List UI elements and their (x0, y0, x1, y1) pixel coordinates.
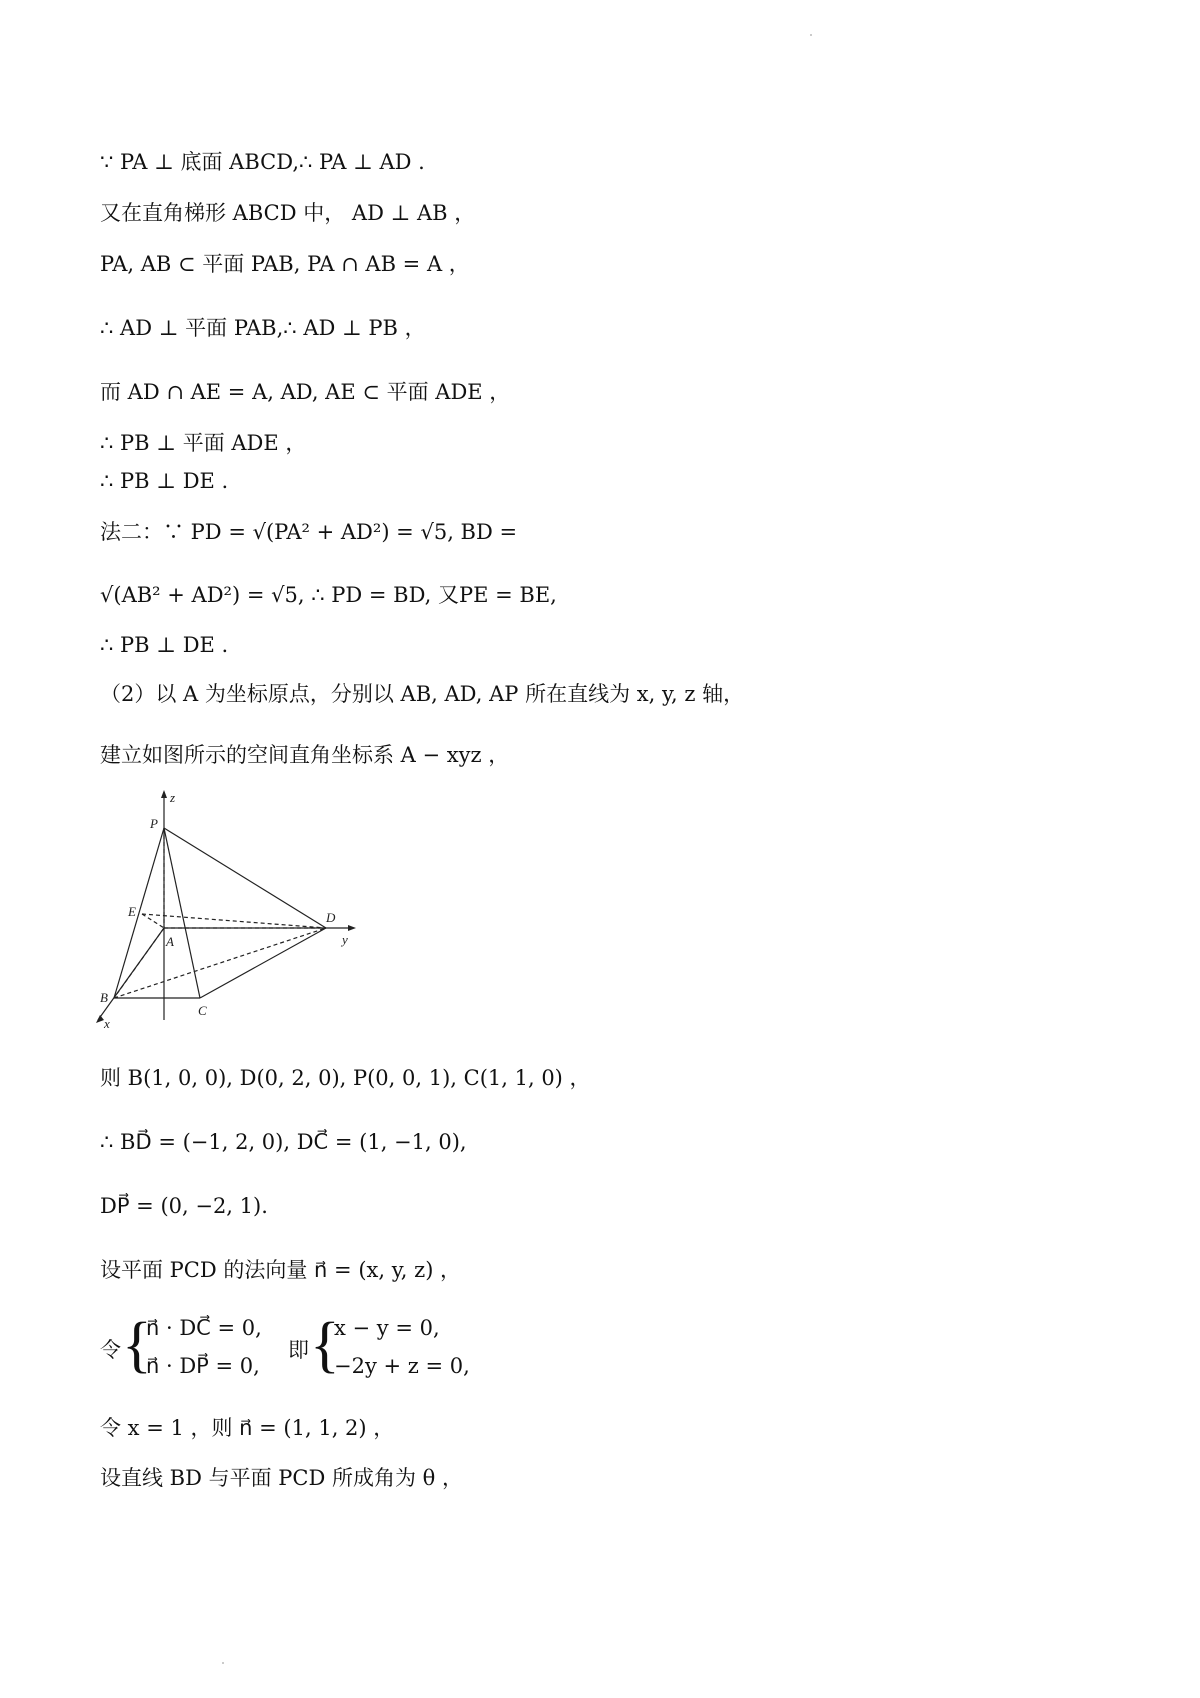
line-3: PA, AB ⊂ 平面 PAB, PA ∩ AB = A ， (100, 252, 470, 276)
line-11: （2）以 A 为坐标原点，分别以 AB, AD, AP 所在直线为 x, y, z 轴， (100, 682, 745, 706)
scan-dot (810, 34, 812, 36)
line-18: 设直线 BD 与平面 PCD 所成角为 θ ， (100, 1466, 463, 1490)
system-prefix: 令 (100, 1338, 121, 1362)
x-axis-arrow (96, 1015, 104, 1023)
label-x: x (104, 1016, 110, 1030)
label-A: A (166, 934, 174, 949)
label-E: E (128, 904, 136, 919)
line-13: 则 B(1, 0, 0), D(0, 2, 0), P(0, 0, 1), C(1, 1, 0) ， (100, 1066, 591, 1090)
system-right-row-2: −2y + z = 0, (334, 1354, 470, 1378)
edge-PB (114, 828, 164, 998)
y-axis-arrow (348, 925, 356, 931)
line-16: 设平面 PCD 的法向量 n⃗ = (x, y, z) ， (100, 1258, 462, 1282)
system-left-row-2: n⃗ · DP⃗ = 0, (146, 1354, 260, 1378)
line-9: √(AB² + AD²) = √5, ∴ PD = BD, 又PE = BE, (100, 583, 557, 607)
label-z: z (170, 790, 176, 805)
line-14: ∴ BD⃗ = (−1, 2, 0), DC⃗ = (1, −1, 0), (100, 1130, 467, 1154)
label-y: y (342, 932, 348, 947)
left-brace: { (122, 1311, 152, 1379)
line-8: 法二：∵ PD = √(PA² + AD²) = √5, BD = (100, 520, 518, 544)
equation-system (100, 1310, 500, 1390)
edge-PC (164, 828, 200, 998)
line-10: ∴ PB ⊥ DE . (100, 633, 229, 657)
system-right-row-1: x − y = 0, (334, 1316, 440, 1340)
edge-PD (164, 828, 326, 928)
label-D: D (326, 910, 336, 925)
label-B: B (100, 990, 108, 1005)
label-C: C (198, 1003, 207, 1018)
edge-ED (142, 914, 326, 928)
right-brace: { (310, 1311, 340, 1379)
line-12: 建立如图所示的空间直角坐标系 A − xyz ， (100, 743, 510, 767)
line-2: 又在直角梯形 ABCD 中， AD ⊥ AB ， (100, 201, 476, 225)
line-6: ∴ PB ⊥ 平面 ADE ， (100, 431, 307, 455)
edge-EA (142, 914, 164, 928)
system-left-row-1: n⃗ · DC⃗ = 0, (146, 1316, 262, 1340)
line-5: 而 AD ∩ AE = A, AD, AE ⊂ 平面 ADE ， (100, 380, 511, 404)
line-15: DP⃗ = (0, −2, 1). (100, 1194, 268, 1218)
z-axis-arrow (161, 790, 167, 798)
label-P: P (150, 816, 158, 831)
line-4: ∴ AD ⊥ 平面 PAB,∴ AD ⊥ PB ， (100, 316, 426, 340)
line-1: ∵ PA ⊥ 底面 ABCD,∴ PA ⊥ AD . (100, 150, 425, 174)
edge-CD (200, 928, 326, 998)
scan-dot (222, 1662, 224, 1664)
line-17: 令 x = 1 ，则 n⃗ = (1, 1, 2) ， (100, 1416, 395, 1440)
system-middle: 即 (288, 1338, 309, 1362)
pyramid-figure (90, 790, 370, 1030)
line-7: ∴ PB ⊥ DE . (100, 469, 229, 493)
